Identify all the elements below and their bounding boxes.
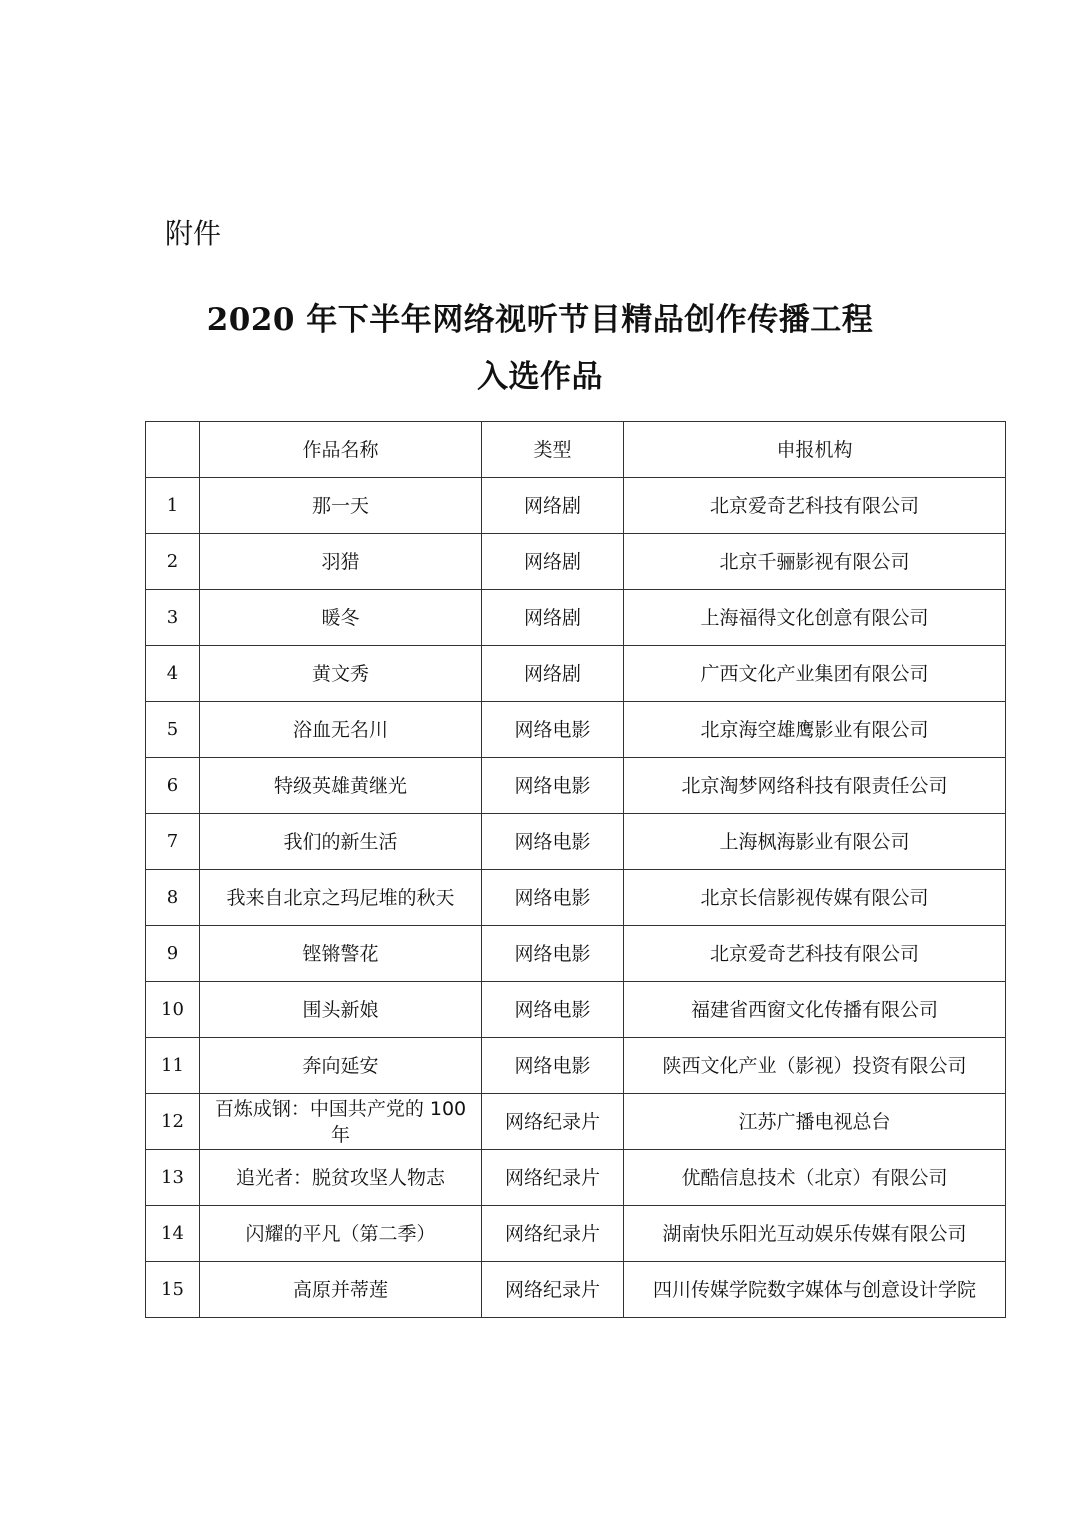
row-number: 3 [146,590,200,646]
header-type: 类型 [482,422,624,478]
row-number: 1 [146,478,200,534]
work-type: 网络电影 [482,702,624,758]
row-number: 10 [146,982,200,1038]
work-type: 网络剧 [482,478,624,534]
work-name: 铿锵警花 [200,926,482,982]
work-name: 我们的新生活 [200,814,482,870]
header-work-name: 作品名称 [200,422,482,478]
work-type: 网络剧 [482,646,624,702]
work-name: 黄文秀 [200,646,482,702]
row-number: 5 [146,702,200,758]
work-type: 网络电影 [482,926,624,982]
table-row [146,870,1006,926]
table-header-row [146,422,1006,478]
row-number: 6 [146,758,200,814]
organization: 四川传媒学院数字媒体与创意设计学院 [624,1262,1006,1318]
table-row [146,1038,1006,1094]
work-name: 暖冬 [200,590,482,646]
work-type: 网络电影 [482,1038,624,1094]
organization: 福建省西窗文化传播有限公司 [624,982,1006,1038]
work-name: 浴血无名川 [200,702,482,758]
work-type: 网络电影 [482,982,624,1038]
header-index [146,422,200,478]
document-subtitle: 入选作品 [477,359,603,395]
work-type: 网络纪录片 [482,1094,624,1150]
table-row [146,702,1006,758]
work-name: 高原并蒂莲 [200,1262,482,1318]
row-number: 12 [146,1094,200,1150]
work-name: 奔向延安 [200,1038,482,1094]
work-type: 网络纪录片 [482,1206,624,1262]
work-type: 网络电影 [482,758,624,814]
work-type: 网络电影 [482,870,624,926]
table-row [146,646,1006,702]
organization: 上海福得文化创意有限公司 [624,590,1006,646]
organization: 北京千骊影视有限公司 [624,534,1006,590]
organization: 北京长信影视传媒有限公司 [624,870,1006,926]
row-number: 11 [146,1038,200,1094]
table-row [146,534,1006,590]
document-title: 2020 年下半年网络视听节目精品创作传播工程 [206,302,874,338]
work-name: 百炼成钢：中国共产党的 100 年 [200,1094,482,1150]
work-name: 围头新娘 [200,982,482,1038]
organization: 北京淘梦网络科技有限责任公司 [624,758,1006,814]
header-organization: 申报机构 [624,422,1006,478]
table-row [146,478,1006,534]
table-row [146,814,1006,870]
table-row [146,982,1006,1038]
row-number: 4 [146,646,200,702]
organization: 湖南快乐阳光互动娱乐传媒有限公司 [624,1206,1006,1262]
table-row [146,1206,1006,1262]
work-name: 特级英雄黄继光 [200,758,482,814]
table-row [146,926,1006,982]
organization: 优酷信息技术（北京）有限公司 [624,1150,1006,1206]
table-row [146,1150,1006,1206]
table-row [146,1094,1006,1150]
work-type: 网络纪录片 [482,1150,624,1206]
row-number: 9 [146,926,200,982]
work-type: 网络剧 [482,590,624,646]
organization: 上海枫海影业有限公司 [624,814,1006,870]
work-type: 网络电影 [482,814,624,870]
table-row [146,758,1006,814]
organization: 北京爱奇艺科技有限公司 [624,478,1006,534]
work-type: 网络纪录片 [482,1262,624,1318]
row-number: 2 [146,534,200,590]
organization: 北京海空雄鹰影业有限公司 [624,702,1006,758]
row-number: 7 [146,814,200,870]
work-name: 追光者：脱贫攻坚人物志 [200,1150,482,1206]
organization: 江苏广播电视总台 [624,1094,1006,1150]
work-name: 闪耀的平凡（第二季） [200,1206,482,1262]
work-name: 那一天 [200,478,482,534]
table-row [146,590,1006,646]
organization: 广西文化产业集团有限公司 [624,646,1006,702]
work-type: 网络剧 [482,534,624,590]
row-number: 14 [146,1206,200,1262]
row-number: 15 [146,1262,200,1318]
work-name: 羽猎 [200,534,482,590]
attachment-label: 附件 [165,217,222,250]
work-name: 我来自北京之玛尼堆的秋天 [200,870,482,926]
table-row [146,1262,1006,1318]
selected-works-table [145,421,1006,1318]
row-number: 13 [146,1150,200,1206]
row-number: 8 [146,870,200,926]
organization: 陕西文化产业（影视）投资有限公司 [624,1038,1006,1094]
organization: 北京爱奇艺科技有限公司 [624,926,1006,982]
